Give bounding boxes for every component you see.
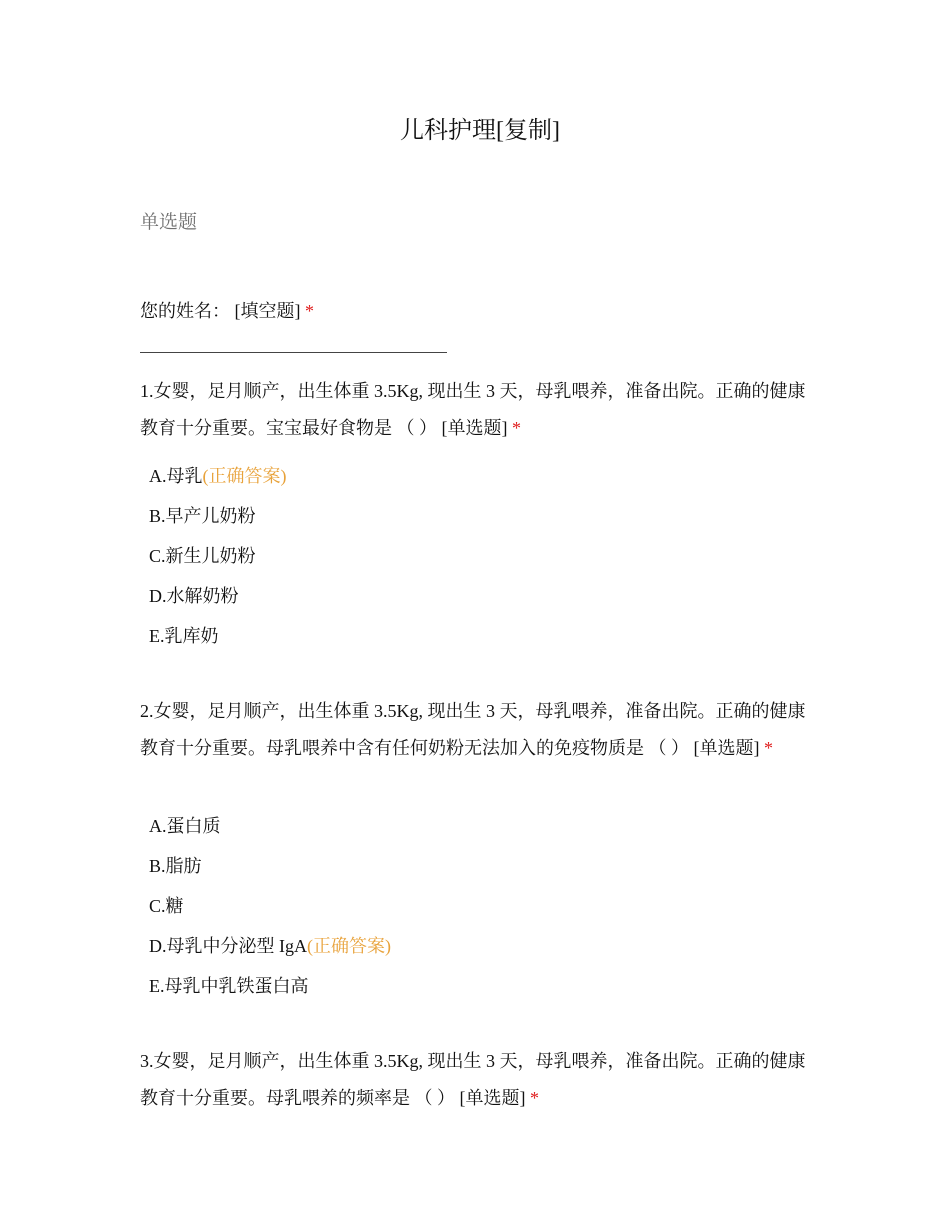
option-label: C.新生儿奶粉 — [149, 546, 256, 566]
option-label: C.糖 — [149, 896, 184, 916]
name-question-type: [填空题] — [234, 301, 301, 321]
option-2-d[interactable] — [149, 934, 391, 958]
option-label: D.母乳中分泌型 IgA — [149, 936, 307, 956]
option-2-a[interactable] — [149, 814, 221, 838]
option-label: D.水解奶粉 — [149, 586, 239, 606]
option-1-d[interactable] — [149, 584, 239, 608]
option-label: B.早产儿奶粉 — [149, 506, 256, 526]
question-1 — [140, 373, 815, 447]
option-label: B.脂肪 — [149, 856, 202, 876]
name-question-label: 您的姓名： — [140, 301, 230, 321]
option-label: E.母乳中乳铁蛋白高 — [149, 976, 309, 996]
name-answer-line[interactable] — [140, 352, 447, 353]
page-title: 儿科护理[复制] — [400, 118, 560, 144]
required-mark: * — [530, 1088, 539, 1108]
question-type: [单选题] — [441, 418, 508, 438]
correct-answer-note: (正确答案) — [202, 466, 287, 486]
question-text: 3.女婴，足月顺产，出生体重 3.5Kg, 现出生 3 天，母乳喂养，准备出院。正确的健康教育十分重要。母乳喂养的频率是 （ ） — [140, 1051, 806, 1108]
option-label: A.母乳 — [149, 466, 203, 486]
question-type: [单选题] — [693, 738, 760, 758]
question-text: 1.女婴，足月顺产，出生体重 3.5Kg, 现出生 3 天，母乳喂养，准备出院。正确的健康教育十分重要。宝宝最好食物是 （ ） — [140, 381, 806, 438]
option-1-a[interactable] — [149, 464, 287, 488]
option-label: A.蛋白质 — [149, 816, 221, 836]
required-mark: * — [305, 301, 314, 321]
required-mark: * — [764, 738, 773, 758]
question-type: [单选题] — [459, 1088, 526, 1108]
option-2-c[interactable] — [149, 894, 184, 918]
option-1-e[interactable] — [149, 624, 219, 648]
question-3 — [140, 1043, 815, 1117]
question-text: 2.女婴，足月顺产，出生体重 3.5Kg, 现出生 3 天，母乳喂养，准备出院。正确的健康教育十分重要。母乳喂养中含有任何奶粉无法加入的免疫物质是 （ ） — [140, 701, 806, 758]
required-mark: * — [512, 418, 521, 438]
section-label: 单选题 — [140, 212, 198, 233]
option-2-e[interactable] — [149, 974, 309, 998]
option-2-b[interactable] — [149, 854, 202, 878]
option-1-b[interactable] — [149, 504, 256, 528]
option-label: E.乳库奶 — [149, 626, 219, 646]
correct-answer-note: (正确答案) — [307, 936, 391, 956]
question-2 — [140, 693, 815, 767]
option-1-c[interactable] — [149, 544, 256, 568]
name-question — [140, 298, 314, 324]
